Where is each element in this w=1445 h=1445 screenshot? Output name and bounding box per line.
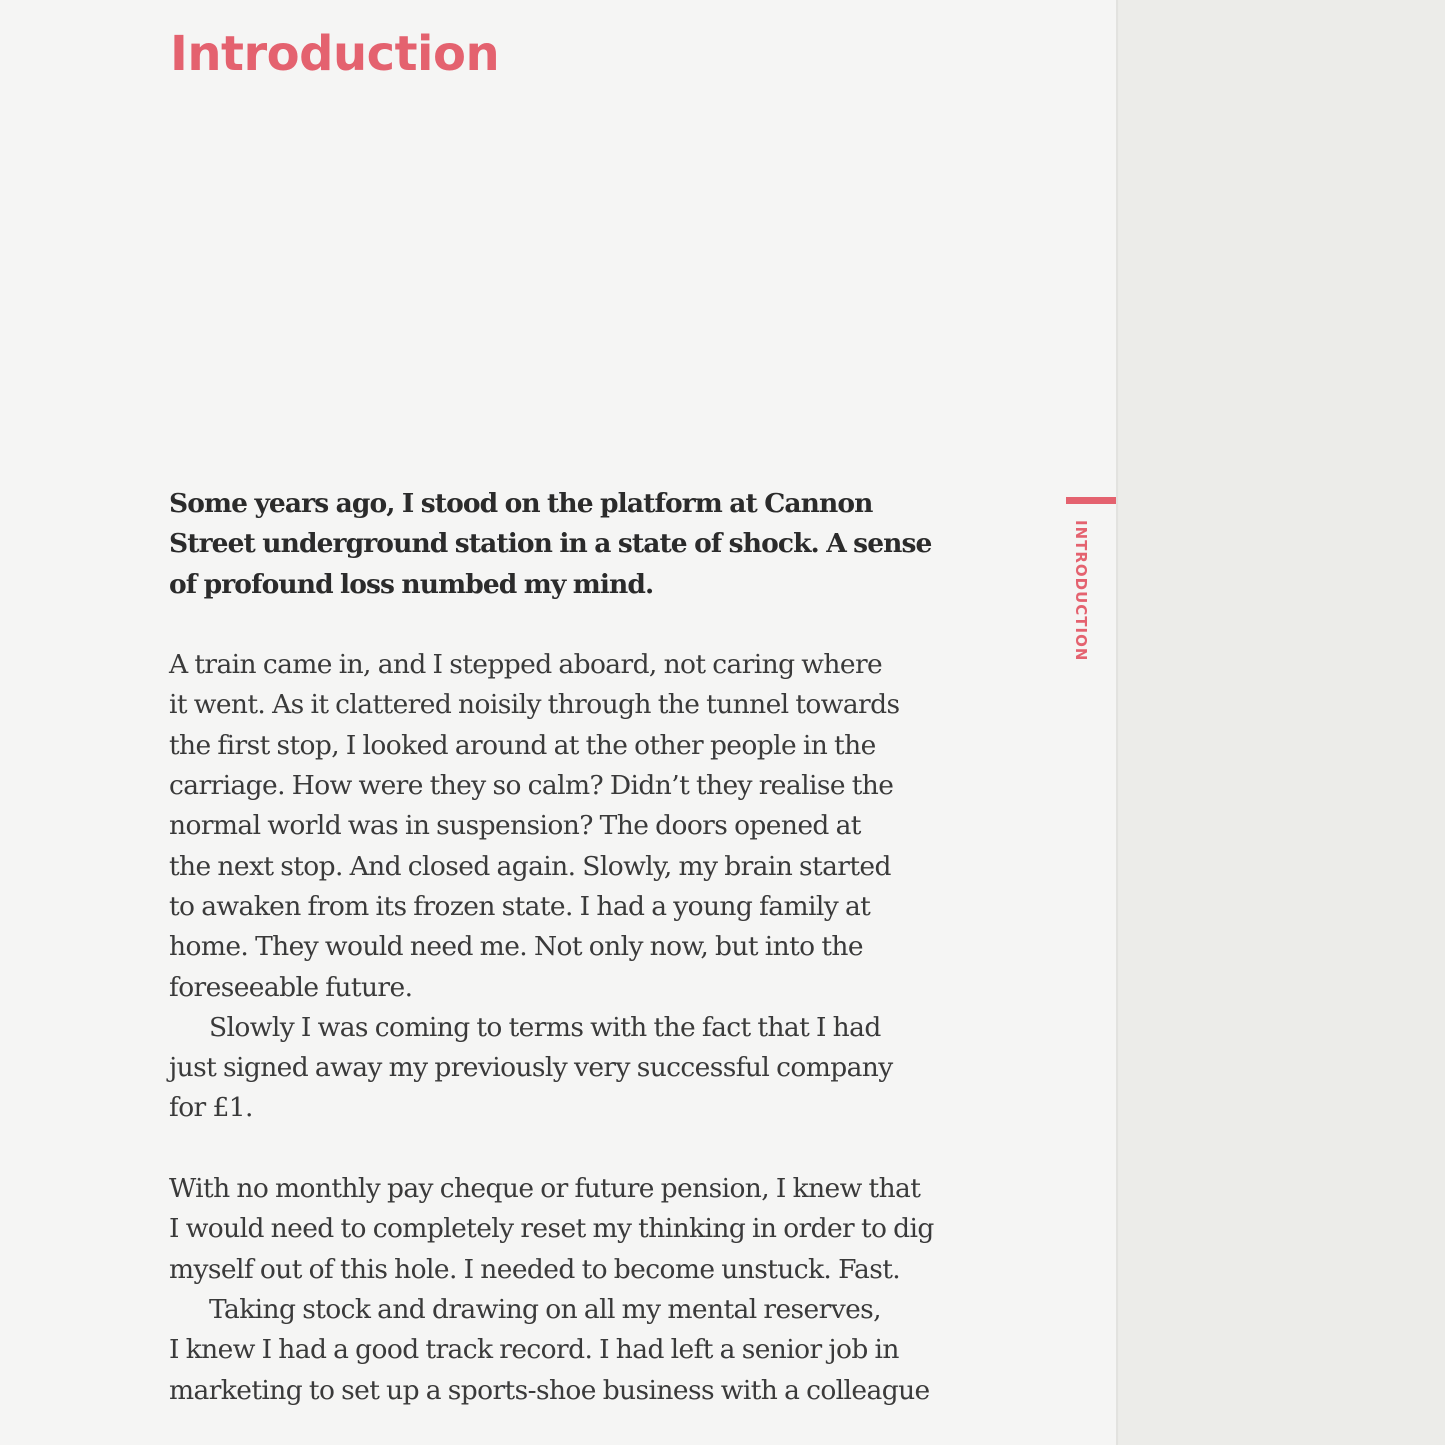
chapter-title: Introduction xyxy=(170,26,500,82)
text-line: marketing to set up a sports-shoe business with a colleague xyxy=(169,1374,930,1406)
paragraph xyxy=(169,1169,969,1290)
text-line: just signed away my previously very successful company xyxy=(169,1052,893,1084)
text-line: A train came in, and I stepped aboard, not caring where xyxy=(169,649,883,681)
text-line: to awaken from its frozen state. I had a young family at xyxy=(169,890,871,922)
text-line: home. They would need me. Not only now, but into the xyxy=(169,931,863,963)
paragraph xyxy=(169,1290,969,1411)
paragraph-gap xyxy=(169,605,969,645)
paragraph xyxy=(169,1008,969,1129)
section-side-label: INTRODUCTION xyxy=(1072,520,1090,662)
text-line: for £1. xyxy=(169,1092,253,1124)
text-line: I knew I had a good track record. I had left a senior job in xyxy=(169,1334,899,1366)
text-line: With no monthly pay cheque or future pension, I knew that xyxy=(169,1173,921,1205)
lead-paragraph xyxy=(169,484,969,605)
text-line: the next stop. And closed again. Slowly, my brain started xyxy=(169,850,891,882)
text-line: Taking stock and drawing on all my mental reserves, xyxy=(209,1293,881,1325)
paragraph-gap xyxy=(169,1129,969,1169)
text-line: the first stop, I looked around at the other people in the xyxy=(169,729,876,761)
section-tab-marker xyxy=(1066,497,1116,504)
text-line: I would need to completely reset my thinking in order to dig xyxy=(169,1213,934,1245)
paragraph xyxy=(169,645,969,1008)
page-edge xyxy=(1116,0,1118,1445)
body-text xyxy=(169,484,969,1411)
text-line: carriage. How were they so calm? Didn’t they realise the xyxy=(169,770,894,802)
text-line: myself out of this hole. I needed to become unstuck. Fast. xyxy=(169,1253,901,1285)
text-line: Some years ago, I stood on the platform at Cannon xyxy=(169,488,873,519)
text-line: it went. As it clattered noisily through the tunnel towards xyxy=(169,689,900,721)
text-line: normal world was in suspension? The doors opened at xyxy=(169,810,861,842)
text-line: foreseeable future. xyxy=(169,971,413,1003)
text-line: Street underground station in a state of shock. A sense xyxy=(169,528,932,560)
text-line: of profound loss numbed my mind. xyxy=(169,568,654,600)
text-line: Slowly I was coming to terms with the fact that I had xyxy=(209,1011,881,1043)
